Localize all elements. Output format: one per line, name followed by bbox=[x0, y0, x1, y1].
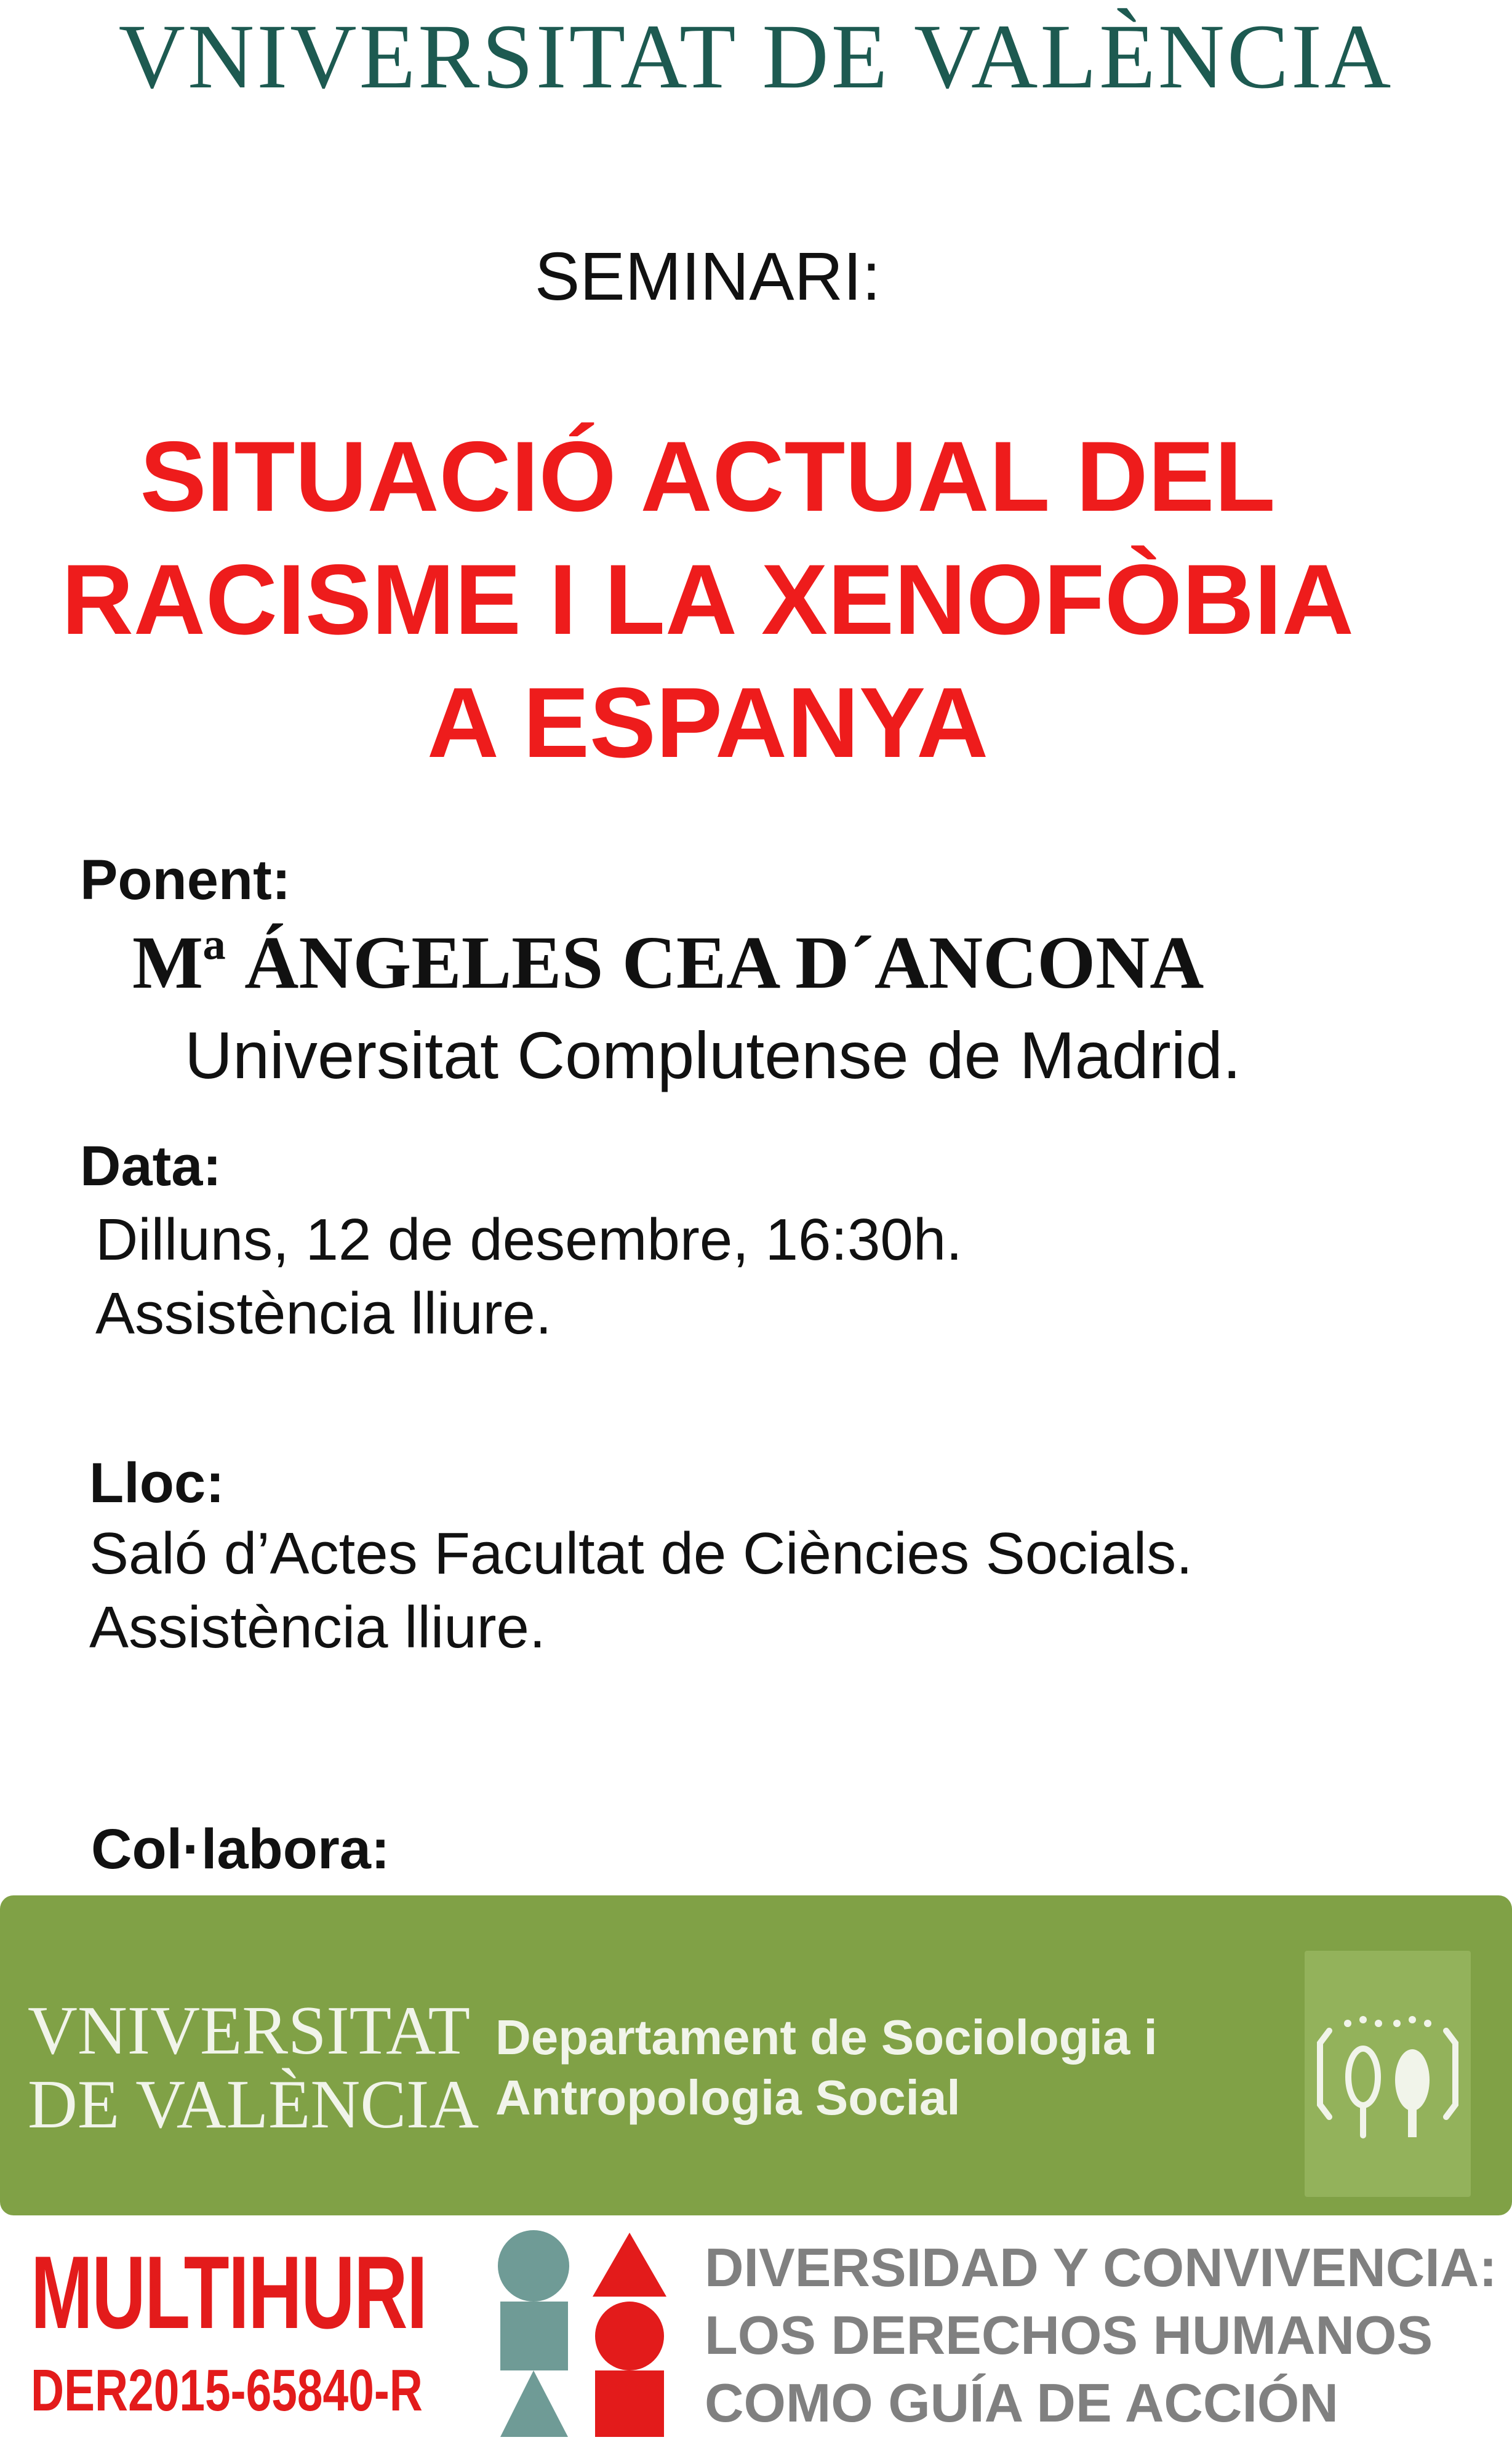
date-attendance: Assistència lliure. bbox=[95, 1281, 552, 1346]
department-name-line: Antropologia Social bbox=[495, 2070, 961, 2125]
place-attendance: Assistència lliure. bbox=[89, 1594, 546, 1660]
department-uv-logo bbox=[28, 1994, 479, 2142]
ponent-affiliation: Universitat Complutense de Madrid. bbox=[185, 1018, 1241, 1092]
date-value: Dilluns, 12 de desembre, 16:30h. bbox=[95, 1207, 962, 1273]
project-description-line: COMO GUÍA DE ACCIÓN bbox=[705, 2372, 1338, 2433]
place-value: Saló d’Actes Facultat de Ciències Socials. bbox=[89, 1521, 1193, 1586]
ponent-name: Mª ÁNGELES CEA D´ANCONA bbox=[132, 921, 1204, 1004]
project-description bbox=[705, 2234, 1497, 2437]
seminar-title bbox=[0, 415, 1415, 785]
seminar-title-line: SITUACIÓ ACTUAL DEL bbox=[140, 421, 1276, 532]
project-code: DER2015-65840-R bbox=[31, 2358, 423, 2423]
project-description-line: LOS DERECHOS HUMANOS bbox=[705, 2305, 1433, 2366]
university-logo-text: VNIVERSITAT DE VALÈNCIA bbox=[118, 6, 1394, 108]
department-name-line: Departament de Sociologia i bbox=[495, 2010, 1158, 2065]
ponent-label: Ponent: bbox=[80, 849, 291, 911]
date-label: Data: bbox=[80, 1135, 222, 1198]
collaborators-label: Col·labora: bbox=[91, 1818, 390, 1881]
department-uv-line: DE VALÈNCIA bbox=[28, 2066, 479, 2143]
geometric-shapes-logo-icon bbox=[495, 2228, 671, 2437]
seminar-title-line: A ESPANYA bbox=[426, 667, 989, 778]
department-uv-line: VNIVERSITAT bbox=[28, 1993, 470, 2069]
project-description-line: DIVERSIDAD Y CONVIVENCIA: bbox=[705, 2237, 1497, 2298]
seminar-title-line: RACISME I LA XENOFÒBIA bbox=[61, 544, 1354, 655]
place-label: Lloc: bbox=[89, 1452, 225, 1514]
department-figures-icon bbox=[1305, 1951, 1471, 2197]
department-name bbox=[495, 2007, 1158, 2128]
university-logo bbox=[0, 7, 1512, 106]
project-name: MULTIHURI bbox=[31, 2234, 427, 2350]
seminar-label: SEMINARI: bbox=[534, 239, 881, 314]
